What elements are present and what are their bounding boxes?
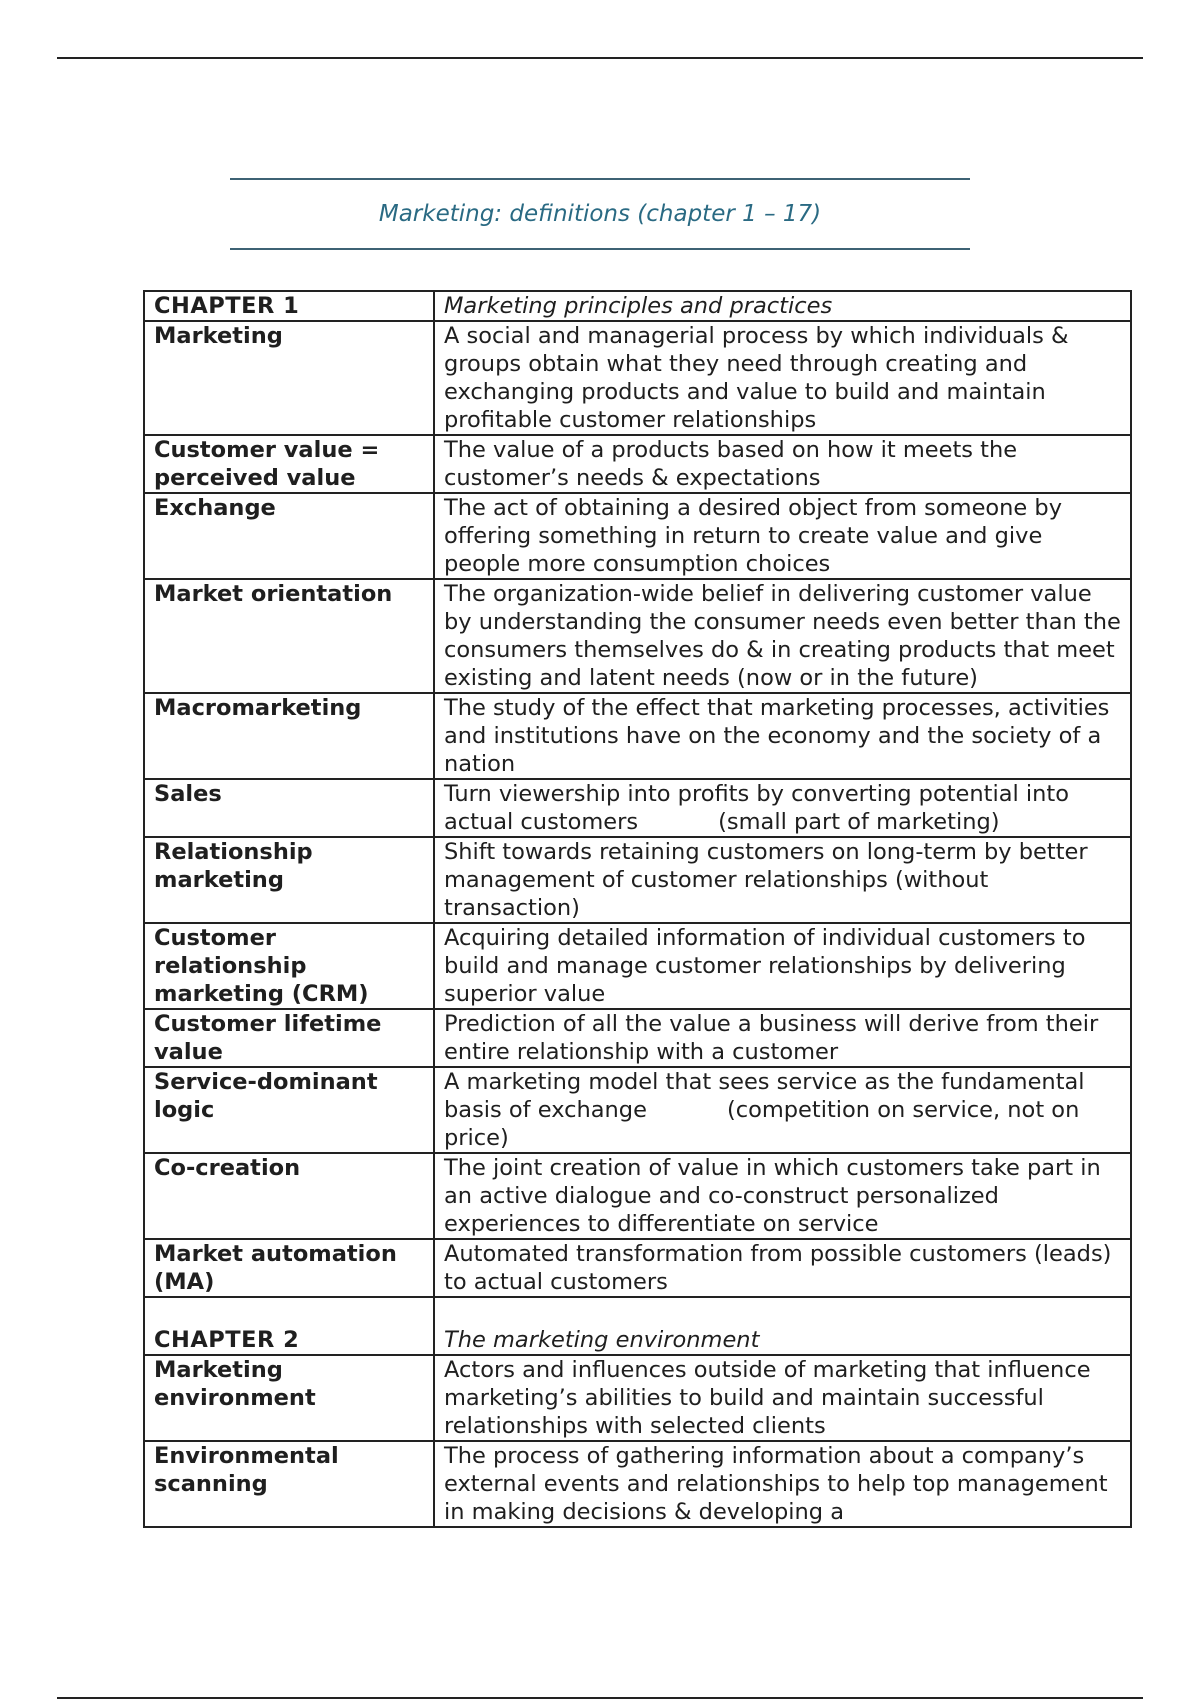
definition-row <box>144 1441 1131 1527</box>
title-block <box>230 178 970 250</box>
definition-row <box>144 1355 1131 1441</box>
definition-cell: The joint creation of value in which customers take part in an active dialogue and co-construct personalized experiences to differentiate on service <box>434 1153 1131 1239</box>
definition-row <box>144 1009 1131 1067</box>
definition-row <box>144 1067 1131 1153</box>
term-cell: Environmental scanning <box>144 1441 434 1527</box>
definition-text: Turn viewership into profits by converting potential into actual customers <box>444 781 1070 835</box>
definition-note: (competition on service, not on price) <box>444 1097 1080 1151</box>
term-cell: Co-creation <box>144 1153 434 1239</box>
term-cell: Market orientation <box>144 579 434 693</box>
chapter-name: Marketing principles and practices <box>434 291 1131 321</box>
definition-cell <box>434 1067 1131 1153</box>
chapter-header-row <box>144 1297 1131 1355</box>
term-cell: Relationship marketing <box>144 837 434 923</box>
term-cell: Customer value = perceived value <box>144 435 434 493</box>
definition-cell: Actors and influences outside of marketing that influence marketing’s abilities to build and maintain successful relationships with selected clients <box>434 1355 1131 1441</box>
document-title: Marketing: definitions (chapter 1 – 17) <box>378 201 822 227</box>
definition-cell: Prediction of all the value a business will derive from their entire relationship with a customer <box>434 1009 1131 1067</box>
definition-row <box>144 435 1131 493</box>
definition-row <box>144 837 1131 923</box>
definition-row <box>144 321 1131 435</box>
term-cell: Exchange <box>144 493 434 579</box>
chapter-label: CHAPTER 2 <box>144 1297 434 1355</box>
page-bottom-rule <box>57 1697 1143 1699</box>
definition-row <box>144 579 1131 693</box>
term-cell: Marketing <box>144 321 434 435</box>
definition-cell: A social and managerial process by which individuals & groups obtain what they need through creating and exchanging products and value to build and maintain profitable customer relationships <box>434 321 1131 435</box>
chapter-name: The marketing environment <box>434 1297 1131 1355</box>
definition-row <box>144 493 1131 579</box>
term-cell: Sales <box>144 779 434 837</box>
definition-cell: Shift towards retaining customers on long-term by better management of customer relationships (without transaction) <box>434 837 1131 923</box>
chapter-label: CHAPTER 1 <box>144 291 434 321</box>
term-cell: Service-dominant logic <box>144 1067 434 1153</box>
definitions-table <box>143 290 1132 1528</box>
definition-cell: The study of the effect that marketing processes, activities and institutions have on the economy and the society of a nation <box>434 693 1131 779</box>
definition-row <box>144 779 1131 837</box>
definition-row <box>144 1239 1131 1297</box>
definition-row <box>144 923 1131 1009</box>
definition-cell <box>434 779 1131 837</box>
term-cell: Marketing environment <box>144 1355 434 1441</box>
definition-text: A marketing model that sees service as the fundamental basis of exchange <box>444 1069 1085 1123</box>
definition-note: (small part of marketing) <box>718 809 1000 835</box>
definition-cell: Automated transformation from possible customers (leads) to actual customers <box>434 1239 1131 1297</box>
definition-cell: The act of obtaining a desired object from someone by offering something in return to create value and give people more consumption choices <box>434 493 1131 579</box>
definition-row <box>144 693 1131 779</box>
term-cell: Customer relationship marketing (CRM) <box>144 923 434 1009</box>
definition-row <box>144 1153 1131 1239</box>
term-cell: Market automation (MA) <box>144 1239 434 1297</box>
definition-cell: The value of a products based on how it meets the customer’s needs & expectations <box>434 435 1131 493</box>
term-cell: Customer lifetime value <box>144 1009 434 1067</box>
definition-cell: The process of gathering information about a company’s external events and relationships to help top management in making decisions & developing a <box>434 1441 1131 1527</box>
chapter-header-row <box>144 291 1131 321</box>
term-cell: Macromarketing <box>144 693 434 779</box>
page-top-rule <box>57 57 1143 59</box>
definition-cell: Acquiring detailed information of individual customers to build and manage customer relationships by delivering superior value <box>434 923 1131 1009</box>
definition-cell: The organization-wide belief in delivering customer value by understanding the consumer needs even better than the consumers themselves do & in creating products that meet existing and latent needs (now or in the future) <box>434 579 1131 693</box>
